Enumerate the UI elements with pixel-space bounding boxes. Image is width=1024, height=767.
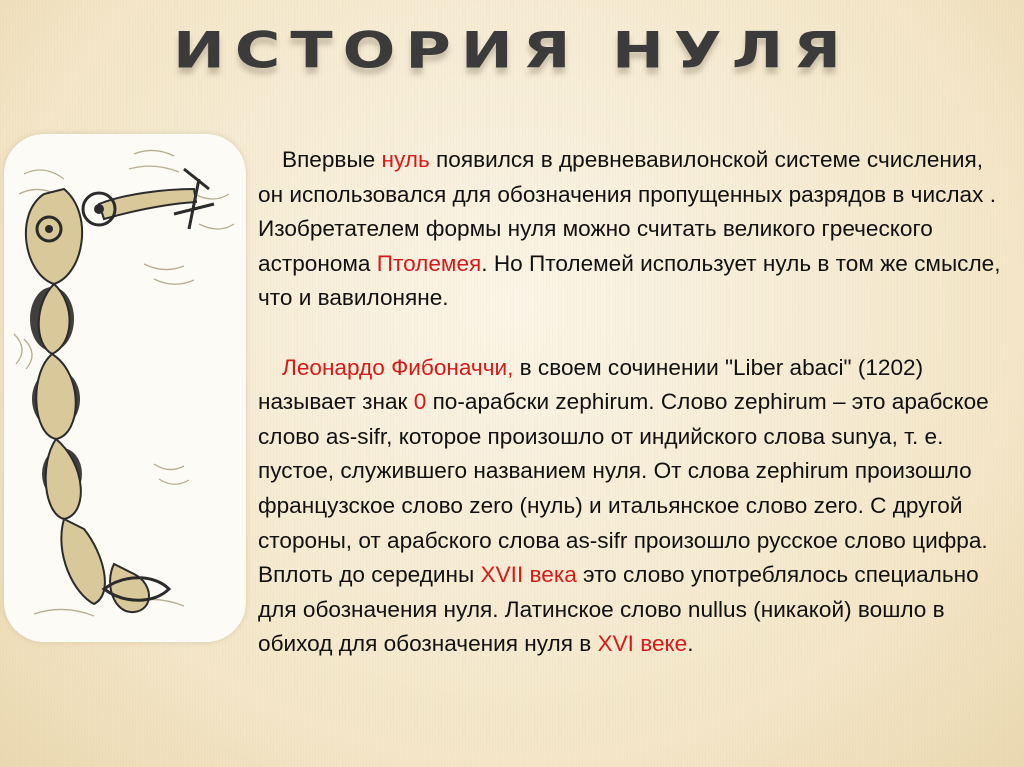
highlight-ptolemy: Птолемея: [376, 250, 482, 276]
highlight-xvii-century: XVII века: [480, 562, 577, 588]
page-title: ИСТОРИЯ НУЛЯ: [173, 21, 851, 80]
highlight-fibonacci: Леонардо Фибоначчи,: [282, 354, 514, 380]
body-text: [258, 143, 1010, 662]
paragraph-2: Леонардо Фибоначчи, в своем сочинении "Liber abaci" (1202) называет знак 0 по-арабски zephirum. Слово zephirum – это арабское слово as-sifr, которое произошло от индийского слова sunya, т. е. пустое, служившего названием нуля. От слова zephirum произошло французское слово zero (нуль) и итальянское слово zero. С другой стороны, от арабского слова as-sifr произошло русское слово цифра. Вплоть до середины XVII века это слово употреблялось специально для обозначения нуля. Латинское слово nullus (никакой) вошло в обиход для обозначения нуля в XVI веке.: [258, 354, 989, 657]
highlight-xvi-century: XVI веке: [597, 631, 688, 657]
highlight-nul: нуль: [381, 147, 430, 172]
illustration-panel: [4, 134, 246, 642]
highlight-zero-sign: 0: [413, 389, 427, 415]
zero-figure-illustration-icon: [4, 134, 246, 642]
paragraph-1: Впервые нуль появился в древневавилонской системе счисления, он использовался для обозначения пропущенных разрядов в числах . Изобретателем формы нуля можно считать великого греческого астронома Птолемея. Но Птолемей использует нуль в том же смысле, что и вавилоняне.: [258, 147, 1001, 311]
